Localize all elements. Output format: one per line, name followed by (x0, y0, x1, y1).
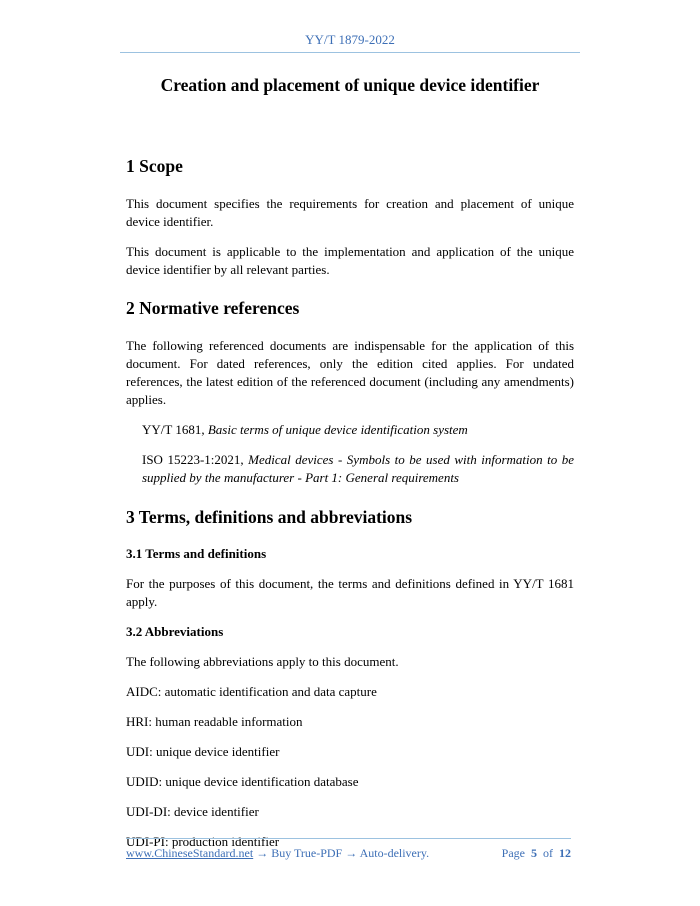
footer-website-link[interactable]: www.ChineseStandard.net (126, 846, 254, 860)
reference-title: Medical devices - Symbols to be used with information to be supplied by the manufacturer - Part 1: General requirements (142, 452, 574, 485)
reference-title: Basic terms of unique device identification system (207, 422, 468, 437)
page-label: Page (501, 846, 525, 860)
subsection-heading-abbreviations: 3.2 Abbreviations (126, 624, 224, 639)
section-heading-terms: 3 Terms, definitions and abbreviations (126, 507, 413, 527)
reference-code: ISO 15223-1:2021, (142, 452, 249, 467)
section-heading-normative-references: 2 Normative references (126, 298, 300, 318)
document-title: Creation and placement of unique device identifier (160, 75, 540, 95)
footer (126, 846, 571, 861)
subsection-heading-terms-definitions: 3.1 Terms and definitions (126, 546, 267, 561)
reference-item (126, 421, 574, 439)
document-body (126, 154, 574, 851)
page-indicator (502, 846, 571, 861)
terms-paragraph: For the purposes of this document, the terms and definitions defined in YY/T 1681 apply. (126, 576, 574, 609)
abbreviation-item: AIDC: automatic identification and data capture (126, 684, 377, 699)
reference-code: YY/T 1681, (142, 422, 208, 437)
footer-tagline: → Buy True-PDF → Auto-delivery. (253, 846, 430, 860)
page-of: of (543, 846, 553, 860)
header-standard-code: YY/T 1879-2022 (305, 32, 395, 47)
reference-item (126, 451, 574, 487)
abbreviation-item: UDI-DI: device identifier (126, 804, 259, 819)
page-current: 5 (531, 846, 537, 860)
abbreviation-item: UDID: unique device identification database (126, 774, 359, 789)
page-total: 12 (559, 846, 571, 860)
scope-paragraph: This document is applicable to the implementation and application of the unique device identifier by all relevant parties. (126, 244, 574, 277)
scope-paragraph: This document specifies the requirements for creation and placement of unique device identifier. (126, 196, 574, 229)
references-intro-paragraph: The following referenced documents are indispensable for the application of this document. For dated references, only the edition cited applies. For undated references, the latest edition of the referenced document (including any amendments) applies. (126, 338, 574, 407)
footer-divider (126, 838, 571, 839)
section-heading-scope: 1 Scope (126, 156, 183, 176)
abbreviation-item: HRI: human readable information (126, 714, 303, 729)
abbreviation-item: UDI: unique device identifier (126, 744, 280, 759)
header-divider (120, 52, 580, 53)
abbreviations-intro: The following abbreviations apply to this document. (126, 654, 399, 669)
abbreviation-item: UDI-PI: production identifier (126, 834, 280, 849)
